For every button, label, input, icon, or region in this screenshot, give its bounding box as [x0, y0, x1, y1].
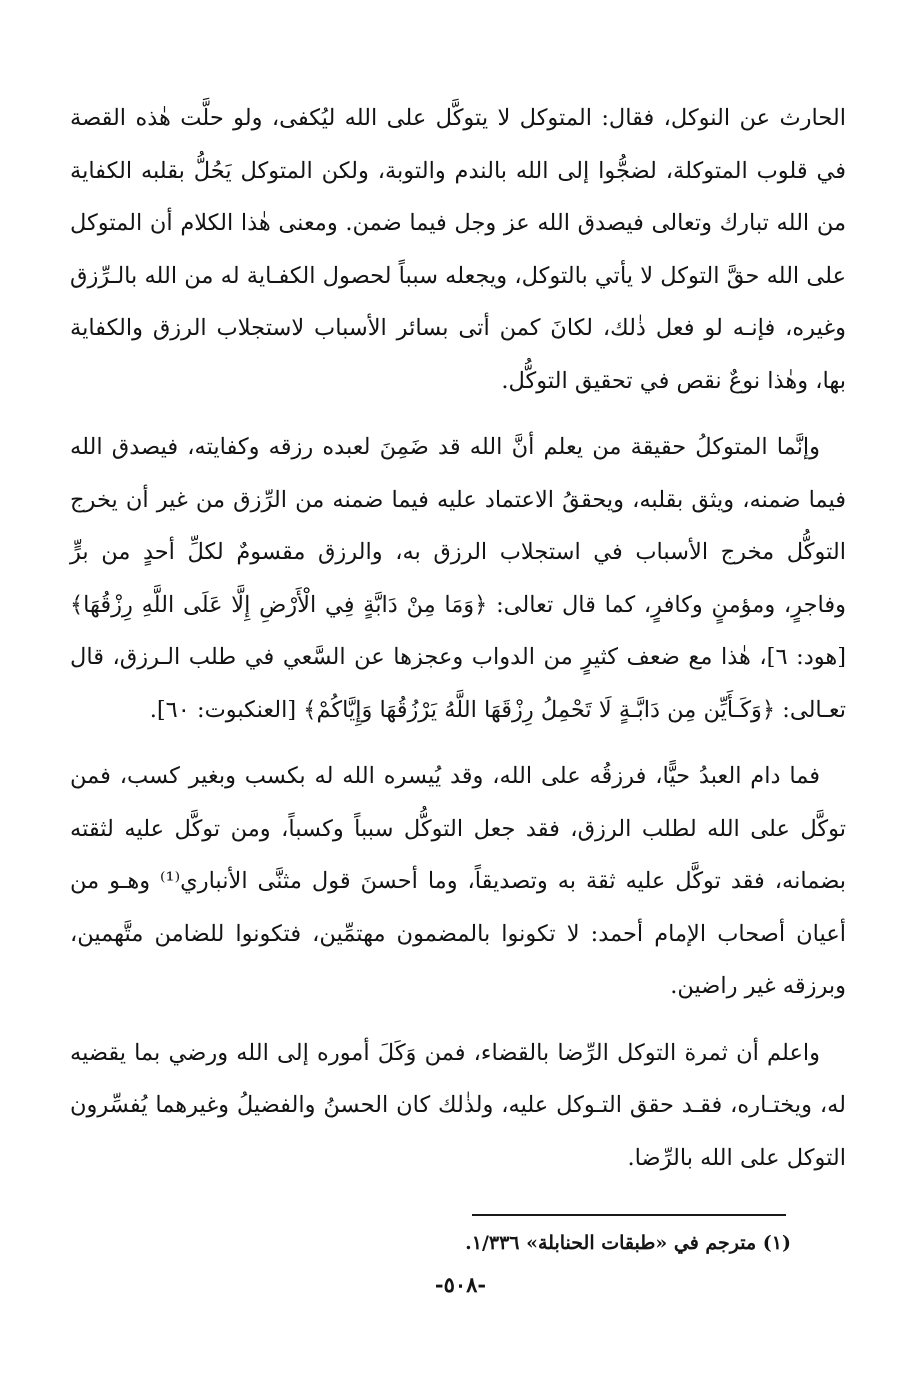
footnote-separator — [472, 1214, 786, 1216]
paragraph-3: فما دام العبدُ حيًّا، فرزقُه على الله، وقد يُيسره الله له بكسب وبغير كسب، فمن توكَّل على الله لطلب الرزق، فقد جعل التوكُّل سبباً وكسباً، ومن توكَّل عليه لثقته بضمانه، فقد توكَّل عليه ثقة به وتصديقاً، وما أحسنَ قول مثنَّى الأنباري⁽¹⁾ وهـو من أعيان أصحاب الإمام أحمد: لا تكونوا بالمضمون مهتمِّين، فتكونوا للضامن متَّهمين، وبرزقه غير راضين. — [70, 763, 846, 999]
paragraph-2: وإنَّما المتوكلُ حقيقة من يعلم أنَّ الله قد ضَمِنَ لعبده رزقه وكفايته، فيصدق الله فيما ضمنه، ويثق بقلبه، ويحققُ الاعتماد عليه فيما ضمنه من الرِّزق من غير أن يخرج التوكُّل مخرج الأسباب في استجلاب الرزق به، والرزق مقسومٌ لكلِّ أحدٍ من برٍّ وفاجرٍ، ومؤمنٍ وكافرٍ، كما قال تعالى: ﴿وَمَا مِنْ دَابَّةٍ فِي الْأَرْضِ إِلَّا عَلَى اللَّهِ رِزْقُهَا﴾ [هود: ٦]، هٰذا مع ضعف كثيرٍ من الدواب وعجزها عن السَّعي في طلب الـرزق، قال تعـالى: ﴿وَكَـأَيِّن مِن دَابَّـةٍ لَا تَحْمِلُ رِزْقَهَا اللَّهُ يَرْزُقُهَا وَإِيَّاكُمْ﴾ [العنكبوت: ٦٠]. — [70, 434, 846, 723]
paragraph-4: واعلم أن ثمرة التوكل الرِّضا بالقضاء، فمن وَكَلَ أموره إلى الله ورضي بما يقضيه له، ويختـاره، فقـد حقق التـوكل عليه، ولذٰلك كان الحسنُ والفضيلُ وغيرهما يُفسِّرون التوكل على الله بالرِّضا. — [70, 1039, 846, 1171]
page-number: -٥٠٨- — [434, 1272, 487, 1297]
main-text — [70, 92, 846, 1184]
footnote: (١) مترجم في «طبقات الحنابلة» ١/٣٣٦. — [465, 1232, 791, 1254]
paragraph-1: الحارث عن النوكل، فقال: المتوكل لا يتوكَّل على الله ليُكفى، ولو حلَّت هٰذه القصة في قلوب المتوكلة، لضجُّوا إلى الله بالندم والتوبة، ولكن المتوكل يَحُلُّ بقلبه الكفاية من الله تبارك وتعالى فيصدق الله عز وجل فيما ضمن. ومعنى هٰذا الكلام أن المتوكل على الله حقَّ التوكل لا يأتي بالتوكل، ويجعله سبباً لحصول الكفـاية له من الله بالـرِّزق وغيره، فإنـه لو فعل ذٰلك، لكانَ كمن أتى بسائر الأسباب لاستجلاب الرزق والكفاية بها، وهٰذا نوعٌ نقص في تحقيق التوكُّل. — [70, 105, 846, 394]
